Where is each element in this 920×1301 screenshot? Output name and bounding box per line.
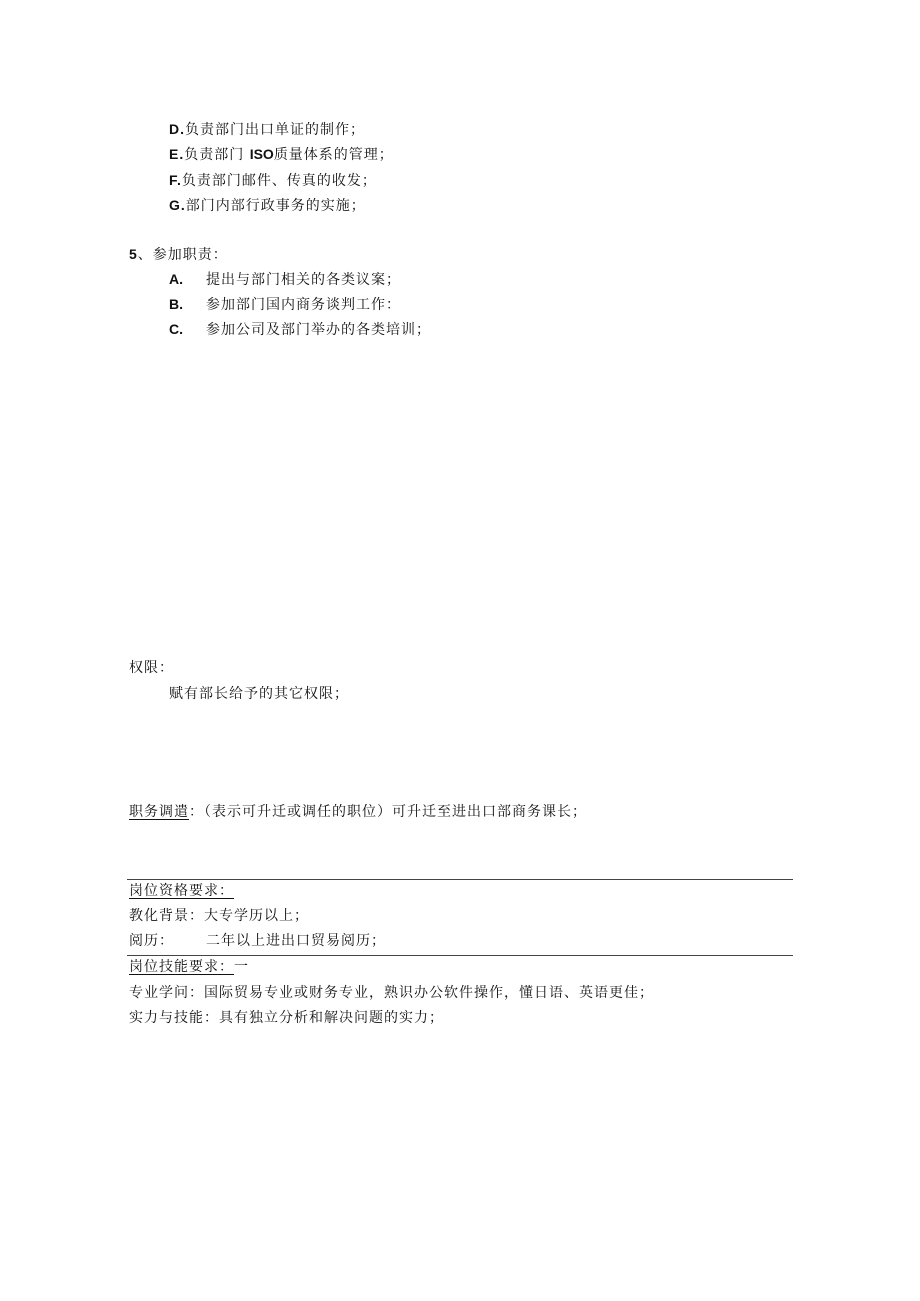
ability-row <box>129 1009 444 1027</box>
section-5-item-c <box>169 320 431 339</box>
list-marker: A. <box>169 271 183 287</box>
experience-value: 二年以上进出口贸易阅历； <box>206 933 386 949</box>
list-item-text: 部门内部行政事务的实施； <box>185 198 366 214</box>
education-row <box>129 907 309 925</box>
list-item-text: 负责部门邮件、传真的收发； <box>181 173 377 189</box>
section-title: 、参加职责： <box>137 247 228 263</box>
list-marker: C. <box>169 321 183 337</box>
experience-row <box>129 932 386 950</box>
divider-middle <box>127 955 793 956</box>
divider-top <box>127 879 793 880</box>
ability-value: 具有独立分析和解决问题的实力； <box>219 1010 444 1026</box>
list-marker: F. <box>169 172 182 188</box>
knowledge-value: 国际贸易专业或财务专业，熟识办公软件操作，懂日语、英语更佳； <box>204 985 654 1001</box>
list-item-text: 参加部门国内商务谈判工作： <box>206 297 401 313</box>
authority-heading: 权限： <box>129 660 174 676</box>
iso-term: ISO <box>249 146 274 162</box>
list-item-text: 参加公司及部门举办的各类培训； <box>206 322 431 338</box>
authority-text: 赋有部长给予的其它权限； <box>169 686 349 702</box>
education-value: 大专学历以上； <box>204 908 309 924</box>
skills-heading-suffix: 一 <box>234 959 249 975</box>
knowledge-label: 专业学问： <box>129 985 204 1001</box>
duty-item-e <box>169 145 394 164</box>
transfer-text: ：（表示可升迁或调任的职位）可升迁至进出口部商务课长； <box>189 804 587 820</box>
list-item-text: 提出与部门相关的各类议案； <box>206 272 401 288</box>
qualifications-heading <box>129 882 234 900</box>
education-label: 教化背景： <box>129 908 204 924</box>
duty-item-g <box>169 196 366 215</box>
list-item-text: 负责部门 <box>184 147 245 163</box>
duty-item-d <box>169 120 365 139</box>
knowledge-row <box>129 984 654 1002</box>
duty-item-f <box>169 171 377 190</box>
section-5-item-b <box>169 295 401 314</box>
transfer-label: 职务调遣 <box>129 804 189 820</box>
list-item-text-tail: 质量体系的管理； <box>273 147 394 163</box>
ability-label: 实力与技能： <box>129 1010 219 1026</box>
transfer-line <box>129 803 587 821</box>
list-marker: B. <box>169 296 183 312</box>
list-marker: E. <box>169 146 185 162</box>
section-5-heading <box>129 245 228 264</box>
qualifications-heading-text: 岗位资格要求： <box>129 883 234 899</box>
skills-heading-text: 岗位技能要求： <box>129 959 234 975</box>
list-marker: D. <box>169 121 185 137</box>
section-number: 5 <box>129 246 138 262</box>
experience-label: 阅历： <box>129 933 174 949</box>
list-marker: G. <box>169 197 186 213</box>
skills-heading <box>129 958 249 976</box>
section-5-item-a <box>169 270 401 289</box>
list-item-text: 负责部门出口单证的制作； <box>185 122 365 138</box>
